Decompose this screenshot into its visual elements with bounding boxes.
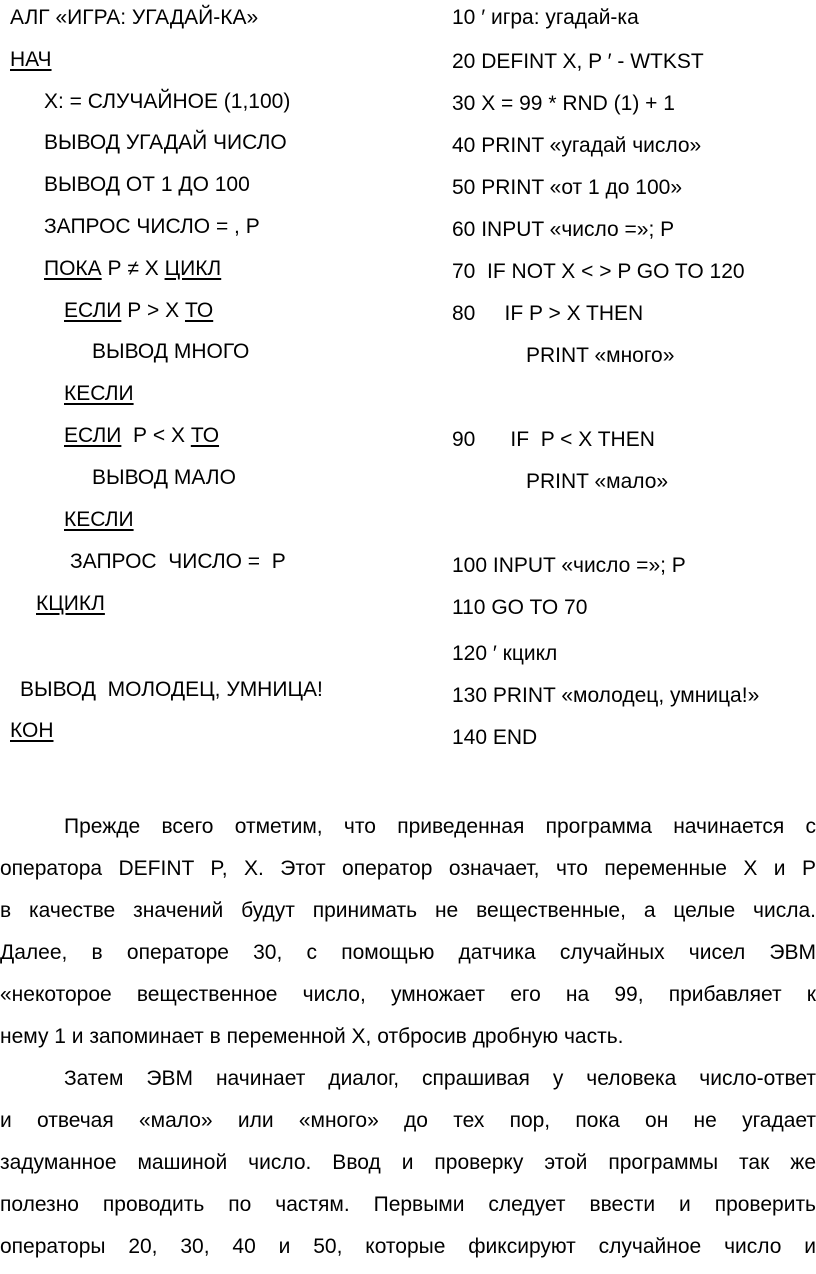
basic-line-70: 70 IF NOT X < > P GO TO 120 — [452, 260, 745, 283]
loop-keyword: ЦИКЛ — [164, 257, 222, 280]
basic-line-80-print: PRINT «много» — [526, 344, 675, 367]
algorithm-end: КОН — [10, 719, 54, 742]
paragraph-line: полезно проводить по частям. Первыми следует ввести и проверить — [0, 1193, 816, 1216]
algorithm-endif-1: КЕСЛИ — [64, 382, 134, 405]
algorithm-title: АЛГ «ИГРА: УГАДАЙ-КА» — [10, 6, 259, 29]
paragraph-line: Далее, в операторе 30, с помощью датчика случайных чисел ЭВМ — [0, 941, 816, 964]
paragraph-line: и отвечая «мало» или «много» до тех пор, пока он не угадает — [0, 1109, 816, 1132]
then-keyword: ТО — [190, 424, 220, 447]
algorithm-assign: Х: = СЛУЧАЙНОЕ (1,100) — [44, 90, 291, 113]
algorithm-output-many: ВЫВОД МНОГО — [92, 340, 250, 363]
algorithm-if-2 — [64, 424, 219, 448]
basic-line-80: 80 IF P > X THEN — [452, 302, 644, 325]
basic-line-90: 90 IF P < X THEN — [452, 428, 655, 451]
algorithm-begin: НАЧ — [10, 48, 52, 71]
if-keyword: ЕСЛИ — [64, 299, 122, 322]
algorithm-while-line — [44, 257, 221, 281]
while-condition: Р ≠ Х — [101, 257, 165, 280]
paragraph-line: оператора DEFINT P, X. Этот оператор означает, что переменные X и P — [0, 857, 816, 880]
if-keyword: ЕСЛИ — [64, 424, 122, 447]
basic-line-20: 20 DEFINT X, P ′ - WTKST — [452, 50, 704, 73]
algorithm-input-2: ЗАПРОС ЧИСЛО = Р — [70, 550, 286, 573]
paragraph-line: «некоторое вещественное число, умножает его на 99, прибавляет к — [0, 983, 816, 1006]
if-condition: Р > Х — [121, 299, 185, 322]
paragraph-line: операторы 20, 30, 40 и 50, которые фиксируют случайное число и — [0, 1235, 816, 1258]
basic-line-60: 60 INPUT «число =»; P — [452, 218, 675, 241]
basic-line-140: 140 END — [452, 726, 538, 749]
paragraph-line: Затем ЭВМ начинает диалог, спрашивая у человека число-ответ — [64, 1067, 816, 1090]
paragraph-2 — [0, 1058, 816, 1268]
if-condition: Р < Х — [121, 424, 191, 447]
algorithm-if-1 — [64, 299, 213, 323]
algorithm-output-range: ВЫВОД ОТ 1 ДО 100 — [44, 173, 250, 196]
basic-line-110: 110 GO TO 70 — [452, 596, 588, 619]
algorithm-input-1: ЗАПРОС ЧИСЛО = , Р — [44, 215, 260, 238]
algorithm-output-final: ВЫВОД МОЛОДЕЦ, УМНИЦА! — [20, 678, 323, 701]
then-keyword: ТО — [184, 299, 214, 322]
paragraph-1 — [0, 806, 816, 1058]
paragraph-line: нему 1 и запоминает в переменной X, отбросив дробную часть. — [0, 1025, 624, 1048]
basic-line-10: 10 ′ игра: угадай-ка — [452, 6, 639, 29]
algorithm-endif-2: КЕСЛИ — [64, 508, 134, 531]
basic-line-130: 130 PRINT «молодец, умница!» — [452, 684, 760, 707]
basic-line-50: 50 PRINT «от 1 до 100» — [452, 176, 682, 199]
algorithm-output-guess: ВЫВОД УГАДАЙ ЧИСЛО — [44, 131, 287, 154]
basic-line-30: 30 X = 99 * RND (1) + 1 — [452, 92, 675, 115]
basic-line-100: 100 INPUT «число =»; P — [452, 554, 686, 577]
paragraph-line: задуманное машиной число. Ввод и проверку этой программы так же — [0, 1151, 816, 1174]
basic-line-40: 40 PRINT «угадай число» — [452, 134, 702, 157]
paragraph-line: в качестве значений будут принимать не вещественные, а целые числа. — [0, 899, 816, 922]
algorithm-output-few: ВЫВОД МАЛО — [92, 466, 236, 489]
basic-line-120: 120 ′ кцикл — [452, 642, 558, 665]
while-keyword: ПОКА — [44, 257, 102, 280]
algorithm-endloop: КЦИКЛ — [36, 592, 105, 615]
basic-line-90-print: PRINT «мало» — [526, 470, 669, 493]
paragraph-line: Прежде всего отметим, что приведенная программа начинается с — [64, 815, 816, 838]
